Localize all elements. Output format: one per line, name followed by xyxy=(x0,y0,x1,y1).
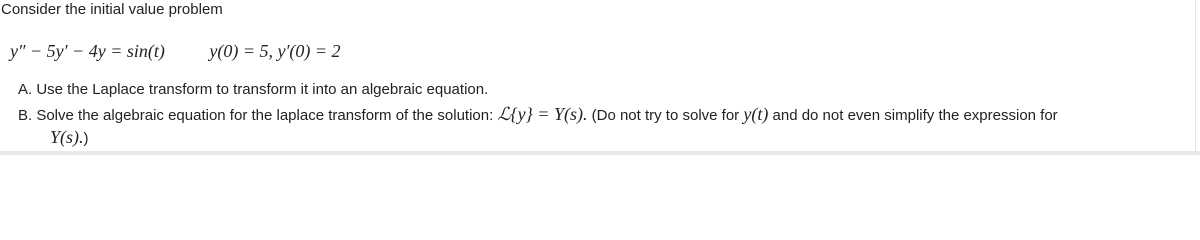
equation-row xyxy=(10,40,341,62)
task-b-mid: (Do not try to solve for xyxy=(591,107,744,124)
bottom-divider xyxy=(0,151,1200,155)
initial-conditions: y(0) = 5, y′(0) = 2 xyxy=(209,41,341,61)
laplace-expression: ℒ{y} = Y(s). xyxy=(497,104,588,124)
y-of-s: Y(s). xyxy=(50,127,84,147)
task-b xyxy=(18,104,1058,126)
y-of-t: y(t) xyxy=(743,104,769,124)
task-b-prefix: B. Solve the algebraic equation for the laplace transform of the solution: xyxy=(18,107,498,124)
task-b-suffix: and do not even simplify the expression for xyxy=(772,107,1058,124)
problem-intro: Consider the initial value problem xyxy=(1,1,223,18)
task-b-closing: ) xyxy=(83,130,89,147)
task-b-continuation xyxy=(50,127,89,149)
differential-equation: y″ − 5y′ − 4y = sin(t) xyxy=(10,41,165,61)
task-a: A. Use the Laplace transform to transform it into an algebraic equation. xyxy=(18,81,489,98)
